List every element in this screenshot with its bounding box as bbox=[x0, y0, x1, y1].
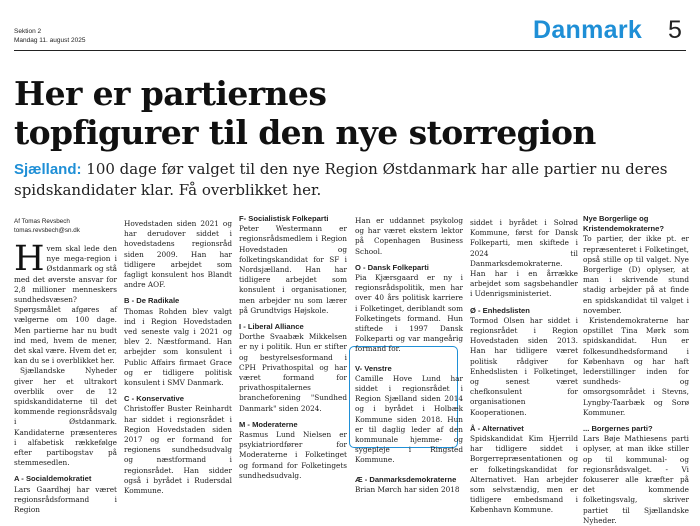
section-label: Sektion 2 bbox=[14, 28, 42, 35]
sidebar-text-borgernes: Lars Bøje Mathiesens parti oplyser, at man ikke stiller op til kommunal- og regionsrådsvalget. - Vi fokuserer alle kræfter på det kommende folketingsvalg, skriver partiet til Sjællandske Nyheder. bbox=[583, 434, 689, 525]
headline bbox=[14, 74, 694, 152]
party-heading-b: B - De Radikale bbox=[124, 296, 180, 306]
party-text-b: Thomas Rohden blev valgt ind i Region Hovedstaden ved seneste valg i 2021 og blev 2. Næstformand. Han arbejder som konsulent i Public Affairs firmaet Grace og er tidligere politisk konsulent i SMV Danmark. bbox=[124, 306, 232, 388]
sidebar-heading-new-parties: Nye Borgerlige og Kristendemokraterne? bbox=[583, 214, 665, 234]
column-4 bbox=[355, 216, 463, 495]
deck bbox=[14, 159, 694, 200]
party-heading-a: A - Socialdemokratiet bbox=[14, 474, 92, 484]
headline-line-1: Her er partiernes bbox=[14, 74, 327, 113]
masthead-section-date bbox=[14, 27, 85, 45]
column-2 bbox=[124, 219, 232, 496]
column-1 bbox=[14, 239, 117, 515]
deck-location: Sjælland: bbox=[14, 161, 82, 178]
column-6 bbox=[583, 214, 689, 526]
drop-cap: H bbox=[14, 239, 45, 279]
party-heading-oe: Ø - Enhedslisten bbox=[470, 305, 530, 315]
party-text-o: Pia Kjærsgaard er ny i regionsrådspolitik, men har over 40 års politisk karriere i Folketinget, deriblandt som Folketingets formand. Hun stiftede i 1997 Dansk Folkeparti og var mangeårig formand for. bbox=[355, 273, 463, 354]
party-text-m: Rasmus Lund Nielsen er psykiatriordfører for Moderaterne i Folketinget og formand for Folketingets sundhedsudvalg. bbox=[239, 430, 347, 480]
sidebar-heading-borgernes: ... Borgernes parti? bbox=[583, 424, 653, 434]
headline-line-2: topfigurer til den nye storregion bbox=[14, 113, 596, 152]
section-brand: Danmark bbox=[533, 16, 643, 44]
party-heading-ae: Æ - Danmarksdemokraterne bbox=[355, 474, 457, 484]
party-text-m-cont: Han er uddannet psykolog og har været ekstern lektor på Copenhagen Business School. bbox=[355, 216, 463, 256]
intro-paragraph bbox=[14, 239, 117, 366]
party-text-ae-cont: siddet i byrådet i Solrød Kommune, først for Dansk Folkeparti, men skiftede i 2024 til Danmarksdemokraterne. Han har i en årrække arbejdet som sagsbehandler i Udenrigsministeriet. bbox=[470, 218, 578, 299]
party-heading-m: M - Moderaterne bbox=[239, 419, 298, 429]
party-heading-i: I - Liberal Alliance bbox=[239, 322, 304, 332]
party-text-v: Camille Hove Lund har siddet i regionsrådet i Region Sjælland siden 2014 og i byrådet i Holbæk Kommune siden 2018. Hun er til daglig leder af den kommunale hjemme- og sygepleje i Ringsted Kommune. bbox=[355, 373, 463, 465]
byline bbox=[14, 217, 80, 235]
party-text-a: Lars Gaardhøj har været regionsrådsformand i Region bbox=[14, 484, 117, 515]
deck-text: 100 dage før valget til den nye Region Østdanmark har alle partier nu deres spidskandidater klar. Få overblikket her. bbox=[14, 160, 668, 199]
sidebar-text-kd: Kristendemokraterne har opstillet Tina Mørk som spidskandidat. Hun er folkesundhedsformand i København og har haft lederstillinger inden for sundheds- og omsorgsområdet i Stevns, Lyngby-Taarbæk og Sorø Kommuner. bbox=[583, 316, 689, 417]
page-number: 5 bbox=[668, 16, 682, 44]
party-text-ae: Brian Mørch har siden 2018 bbox=[355, 484, 460, 494]
party-text-aa: Spidskandidat Kim Hjerrild har tidligere siddet i Borgerrepræsentationen og er folketingskandidat for Alternativet. Han arbejder som selvstændig, men er tidligere embedsmand i København Kommune. bbox=[470, 434, 578, 515]
party-text-f: Peter Westermann er regionsrådsmedlem i Region Hovedstaden og folketingskandidat for SF i Nordsjælland. Han har tidligere arbejdet som konsulent i organisationer, men arbejder nu som lærer på Grundtvigs Højskole. bbox=[239, 224, 347, 315]
issue-date: Mandag 11. august 2025 bbox=[14, 37, 86, 44]
party-heading-v: V- Venstre bbox=[355, 363, 392, 373]
column-5 bbox=[470, 218, 578, 516]
byline-author: Af Tomas Revsbech bbox=[14, 218, 70, 225]
byline-email: tomas.revsbech@sn.dk bbox=[14, 227, 80, 234]
intro-text: vem skal lede den nye mega-region i Østdanmark og stå med det øverste ansvar for 2,8 millioner menneskers sundhedsvæsen? Spørgsmålet afgøres af vælgerne om 100 dage. Men partierne har nu budt ind med, hvem de mener, det skal være. Hvem det er, kan du se i overblikket her. bbox=[14, 244, 117, 366]
party-text-a-cont: Hovedstaden siden 2021 og har derudover siddet i hovedstadens regionsråd siden 2009. Han har tidligere arbejdet som fagligt konsulent hos Blandt andre AOF. bbox=[124, 219, 232, 290]
party-text-i: Dorthe Svaabæk Mikkelsen er ny i politik. Hun er stifter og bestyrelsesformand i CPH Privathospital og har været formand for privathospitalernes brancheforening "Sundhed Danmark" siden 2024. bbox=[239, 332, 347, 413]
party-heading-aa: Å - Alternativet bbox=[470, 423, 524, 433]
party-text-oe: Tormod Olsen har siddet i regionsrådet i Region Hovedstaden siden 2013. Han har tidligere været politisk rådgiver for Enhedslisten i Folketinget, og senest været chefkonsulent for organisationen Kooperationen. bbox=[470, 315, 578, 417]
party-heading-f: F- Socialistisk Folkeparti bbox=[239, 214, 329, 223]
party-heading-c: C - Konservative bbox=[124, 394, 184, 404]
party-text-c: Christoffer Buster Reinhardt har siddet i regionsrådet i Region Hovedstaden siden 2017 og er formand for regionens sundhedsudvalg og næstformand i regionsrådet. Han sidder også i byrådet i Rudersdal Kommune. bbox=[124, 404, 232, 496]
masthead-rule bbox=[14, 50, 686, 51]
sidebar-text-new-parties: To partier, der ikke pt. er repræsenteret i Folketinget, opså stille op til valget. Nye Borgerlige (D) oplyser, at man i skrivende stund stadig arbejder på at finde en spidskandidat til valget i november. bbox=[583, 234, 689, 315]
paragraph-2: Sjællandske Nyheder giver her et ultrakort overblik over de 12 spidskandidaterne til det kommende regionsrådsvalg i Østdanmark. Kandidaterne præsenteres i alfabetisk rækkefølge efter partibogstav på stemmesedlen. bbox=[14, 366, 117, 468]
party-heading-o: O - Dansk Folkeparti bbox=[355, 262, 429, 272]
column-3 bbox=[239, 214, 347, 481]
